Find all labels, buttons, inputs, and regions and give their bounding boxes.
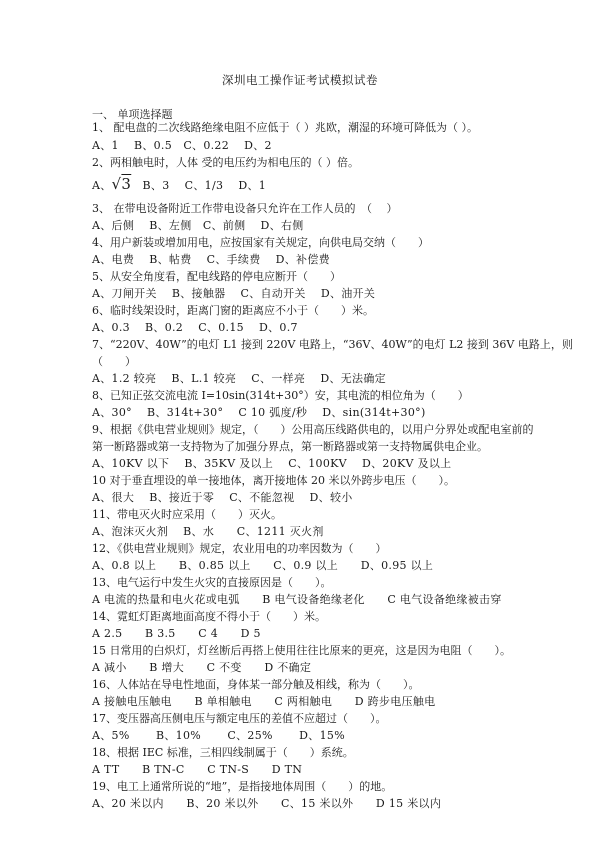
question-11-options: A、泡沫灭火剂 B、水 C、1211 灭火剂 <box>92 525 324 538</box>
square-root-radicand: 3 <box>121 175 132 193</box>
question-3: 3、 在带电设备附近工作带电设备只允许在工作人员的 （ ） <box>92 202 398 215</box>
question-2-option-a-label: A、 <box>92 179 112 192</box>
question-5: 5、从安全角度看，配电线路的停电应断开（ ） <box>92 270 341 283</box>
question-14-options: A 2.5 B 3.5 C 4 D 5 <box>92 627 261 640</box>
question-19-options: A、20 米以内 B、20 米以外 C、15 米以外 D 15 米以内 <box>92 797 442 810</box>
question-1-options: A、1 B、0.5 C、0.22 D、2 <box>92 139 272 152</box>
question-18-options: A TT B TN-C C TN-S D TN <box>92 763 303 776</box>
section-heading: 一、 单项选择题 <box>92 108 173 121</box>
question-15: 15 日常用的白炽灯，灯丝断后再搭上使用往往比原来的更亮，这是因为电阻（ ）。 <box>92 644 511 657</box>
question-7-options: A、1.2 较亮 B、L.1 较亮 C、一样亮 D、无法确定 <box>92 372 386 385</box>
question-1: 1、 配电盘的二次线路绝缘电阻不应低于（ ）兆欧，潮湿的环境可降低为（ ）。 <box>92 121 478 134</box>
question-13-options: A 电流的热量和电火花或电弧 B 电气设备绝缘老化 C 电气设备绝缘被击穿 <box>92 593 502 606</box>
document-title: 深圳电工操作证考试模拟试卷 <box>222 73 378 87</box>
question-17: 17、变压器高压侧电压与额定电压的差值不应超过（ ）。 <box>92 712 387 725</box>
question-14: 14、霓虹灯距离地面高度不得小于（ ）米。 <box>92 610 326 623</box>
question-10: 10 对于垂直埋设的单一接地体，离开接地体 20 米以外跨步电压（ ）。 <box>92 474 455 487</box>
question-16-options: A 接触电压触电 B 单相触电 C 两相触电 D 跨步电压触电 <box>92 695 436 708</box>
question-2: 2、两相触电时，人体 受的电压约为相电压的（ ）倍。 <box>92 156 359 169</box>
question-16: 16、人体站在导电性地面，身体某一部分触及相线，称为（ ）。 <box>92 678 420 691</box>
question-4-options: A、电费 B、帖费 C、手续费 D、补偿费 <box>92 253 330 266</box>
question-3-options: A、后侧 B、左侧 C、前侧 D、右侧 <box>92 219 304 232</box>
question-8: 8、已知正弦交流电流 I=10sin(314t+30°）安，其电流的相位角为（ ） <box>92 389 469 402</box>
question-7: 7、“220V、40W”的电灯 L1 接到 220V 电路上，“36V、40W”的电灯 L2 接到 36V 电路上，则 <box>92 338 573 351</box>
question-6: 6、临时线架设时，距离门窗的距离应不小于（ ）米。 <box>92 304 374 317</box>
question-7-cont: （ ） <box>92 355 136 368</box>
question-19: 19、电工上通常所说的“地”，是指接地体周围（ ）的地。 <box>92 780 393 793</box>
question-10-options: A、很大 B、接近于零 C、不能忽视 D、较小 <box>92 491 353 504</box>
question-15-options: A 减小 B 增大 C 不变 D 不确定 <box>92 661 312 674</box>
question-18: 18、根据 IEC 标准，三相四线制属于（ ）系统。 <box>92 746 354 759</box>
question-9: 9、根据《供电营业规则》规定，（ ）公用高压线路供电的，以用户分界处或配电室前的 <box>92 423 534 436</box>
question-9-options: A、10KV 以下 B、35KV 及以上 C、100KV D、20KV 及以上 <box>92 457 452 470</box>
question-2-options <box>92 177 266 193</box>
question-6-options: A、0.3 B、0.2 C、0.15 D、0.7 <box>92 321 298 334</box>
question-2-options-rest: B、3 C、1/3 D、1 <box>131 179 267 192</box>
square-root-sign: √3 <box>111 175 132 193</box>
question-5-options: A、刀闸开关 B、接触器 C、自动开关 D、油开关 <box>92 287 376 300</box>
question-17-options: A、5% B、10% C、25% D、15% <box>92 729 345 742</box>
question-12: 12、《供电营业规则》规定，农业用电的功率因数为（ ） <box>92 542 387 555</box>
question-4: 4、用户新装或增加用电，应按国家有关规定，向供电局交纳（ ） <box>92 236 429 249</box>
question-11: 11、带电灭火时应采用（ ）灭火。 <box>92 508 282 521</box>
question-8-options: A、30° B、314t+30° C 10 弧度/秒 D、sin(314t+30°) <box>92 406 426 419</box>
question-13: 13、电气运行中发生火灾的直接原因是（ ）。 <box>92 576 332 589</box>
question-9-cont: 第一断路器或第一支持物为了加强分界点，第一断路器或第一支持物属供电企业。 <box>92 440 488 453</box>
question-12-options: A、0.8 以上 B、0.85 以上 C、0.9 以上 D、0.95 以上 <box>92 559 434 572</box>
